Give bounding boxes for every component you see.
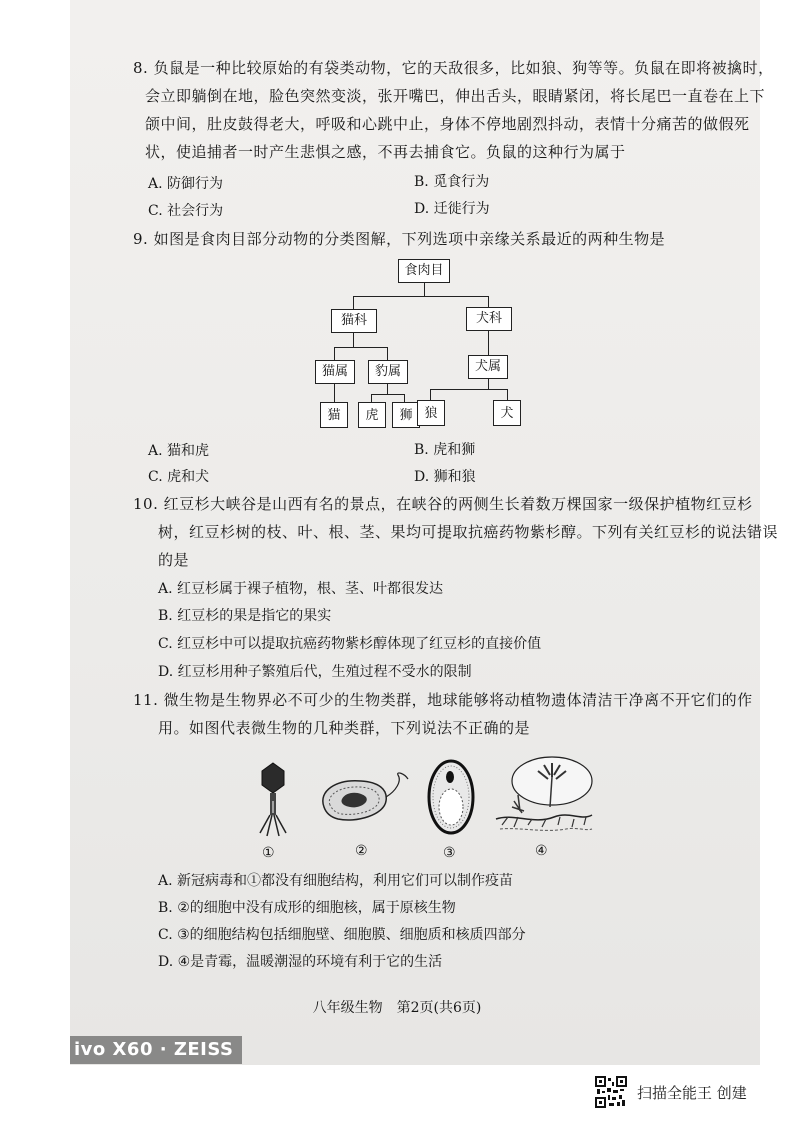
q10-line-2: 树，红豆杉树的枝、叶、根、茎、果均可提取抗癌药物紫杉醇。下列有关红豆杉的说法错误 (158, 523, 779, 541)
q11-option-d: D. ④是青霉，温暖潮湿的环境有利于它的生活 (158, 954, 443, 970)
tree-link (507, 389, 508, 400)
tree-node-species-wolf: 狼 (417, 400, 445, 426)
figure-label-3: ③ (443, 845, 456, 861)
page-footer: 八年级生物 第2页(共6页) (312, 1000, 482, 1016)
qr-code-icon (595, 1076, 627, 1108)
tree-node-genus-felis: 猫属 (315, 360, 355, 384)
figure-label-4: ④ (535, 843, 548, 859)
figure-label-2: ② (355, 843, 368, 859)
q9-option-b: B. 虎和狮 (414, 442, 476, 458)
tree-node-order: 食肉目 (398, 259, 450, 283)
bacterium-icon (316, 769, 416, 829)
q10-option-b: B. 红豆杉的果是指它的果实 (158, 608, 332, 624)
tree-link (430, 389, 508, 390)
q8-option-d: D. 迁徙行为 (414, 201, 490, 217)
figure-label-1: ① (262, 845, 275, 861)
q9-option-c: C. 虎和犬 (148, 469, 210, 485)
tree-link (387, 347, 388, 360)
q11-option-b: B. ②的细胞中没有成形的细胞核，属于原核生物 (158, 900, 456, 916)
tree-link (334, 384, 335, 402)
tree-node-species-dog: 犬 (493, 400, 521, 426)
q11-option-a: A. 新冠病毒和①都没有细胞结构，利用它们可以制作疫苗 (158, 873, 514, 889)
q10-line-1: 10. 红豆杉大峡谷是山西有名的景点，在峡谷的两侧生长着数万棵国家一级保护植物红豆杉 (133, 495, 753, 513)
tree-link (353, 296, 354, 309)
tree-link (353, 296, 489, 297)
tree-link (371, 394, 372, 402)
tree-node-species-lion: 狮 (392, 402, 420, 428)
q8-option-b: B. 觅食行为 (414, 174, 490, 190)
tree-node-family-cat: 猫科 (331, 309, 377, 333)
tree-node-genus-canis: 犬属 (468, 355, 508, 379)
q10-option-d: D. 红豆杉用种子繁殖后代，生殖过程不受水的限制 (158, 664, 472, 680)
microbe-figure (250, 755, 600, 865)
bacteriophage-icon (258, 761, 288, 841)
q10-option-c: C. 红豆杉中可以提取抗癌药物紫杉醇体现了红豆杉的直接价值 (158, 636, 542, 652)
tree-link (387, 384, 388, 394)
q8-line-3: 颌中间，肚皮鼓得老大，呼吸和心跳中止，身体不停地剧烈抖动，表情十分痛苦的做假死 (145, 115, 750, 133)
q8-option-c: C. 社会行为 (148, 203, 224, 219)
q10-line-3: 的是 (158, 551, 190, 569)
q11-line-2: 用。如图代表微生物的几种类群，下列说法不正确的是 (158, 719, 531, 737)
q9-option-d: D. 狮和狼 (414, 469, 476, 485)
tree-link (488, 331, 489, 355)
tree-node-family-dog: 犬科 (466, 307, 512, 331)
scanner-label: 扫描全能王 创建 (637, 1083, 747, 1102)
tree-node-species-tiger: 虎 (358, 402, 386, 428)
penicillium-icon (494, 755, 594, 841)
q8-option-a: A. 防御行为 (148, 176, 224, 192)
q11-option-c: C. ③的细胞结构包括细胞壁、细胞膜、细胞质和核质四部分 (158, 927, 526, 943)
tree-link (334, 347, 388, 348)
q11-line-1: 11. 微生物是生物界必不可少的生物类群，地球能够将动植物遗体清洁干净离不开它们的作 (133, 691, 753, 709)
tree-node-species-cat: 猫 (320, 402, 348, 428)
tree-node-genus-panthera: 豹属 (368, 360, 408, 384)
tree-link (430, 389, 431, 400)
yeast-cell-icon (424, 757, 478, 837)
tree-link (404, 394, 405, 402)
q8-line-1: 8. 负鼠是一种比较原始的有袋类动物，它的天敌很多，比如狼、狗等等。负鼠在即将被擒时， (133, 59, 774, 77)
q8-line-2: 会立即躺倒在地，脸色突然变淡，张开嘴巴，伸出舌头，眼睛紧闭，将长尾巴一直卷在上下 (145, 87, 766, 105)
q9-option-a: A. 猫和虎 (148, 443, 210, 459)
q10-option-a: A. 红豆杉属于裸子植物，根、茎、叶都很发达 (158, 581, 444, 597)
tree-link (353, 333, 354, 347)
scanner-badge (595, 1076, 747, 1108)
camera-watermark: ivo X60 · ZEISS (70, 1036, 242, 1064)
tree-link (371, 394, 405, 395)
tree-link (334, 347, 335, 360)
q9-stem: 9. 如图是食肉目部分动物的分类图解，下列选项中亲缘关系最近的两种生物是 (133, 230, 666, 248)
tree-link (424, 283, 425, 296)
tree-link (488, 379, 489, 389)
q8-line-4: 状，使追捕者一时产生悲惧之感，不再去捕食它。负鼠的这种行为属于 (145, 143, 626, 161)
